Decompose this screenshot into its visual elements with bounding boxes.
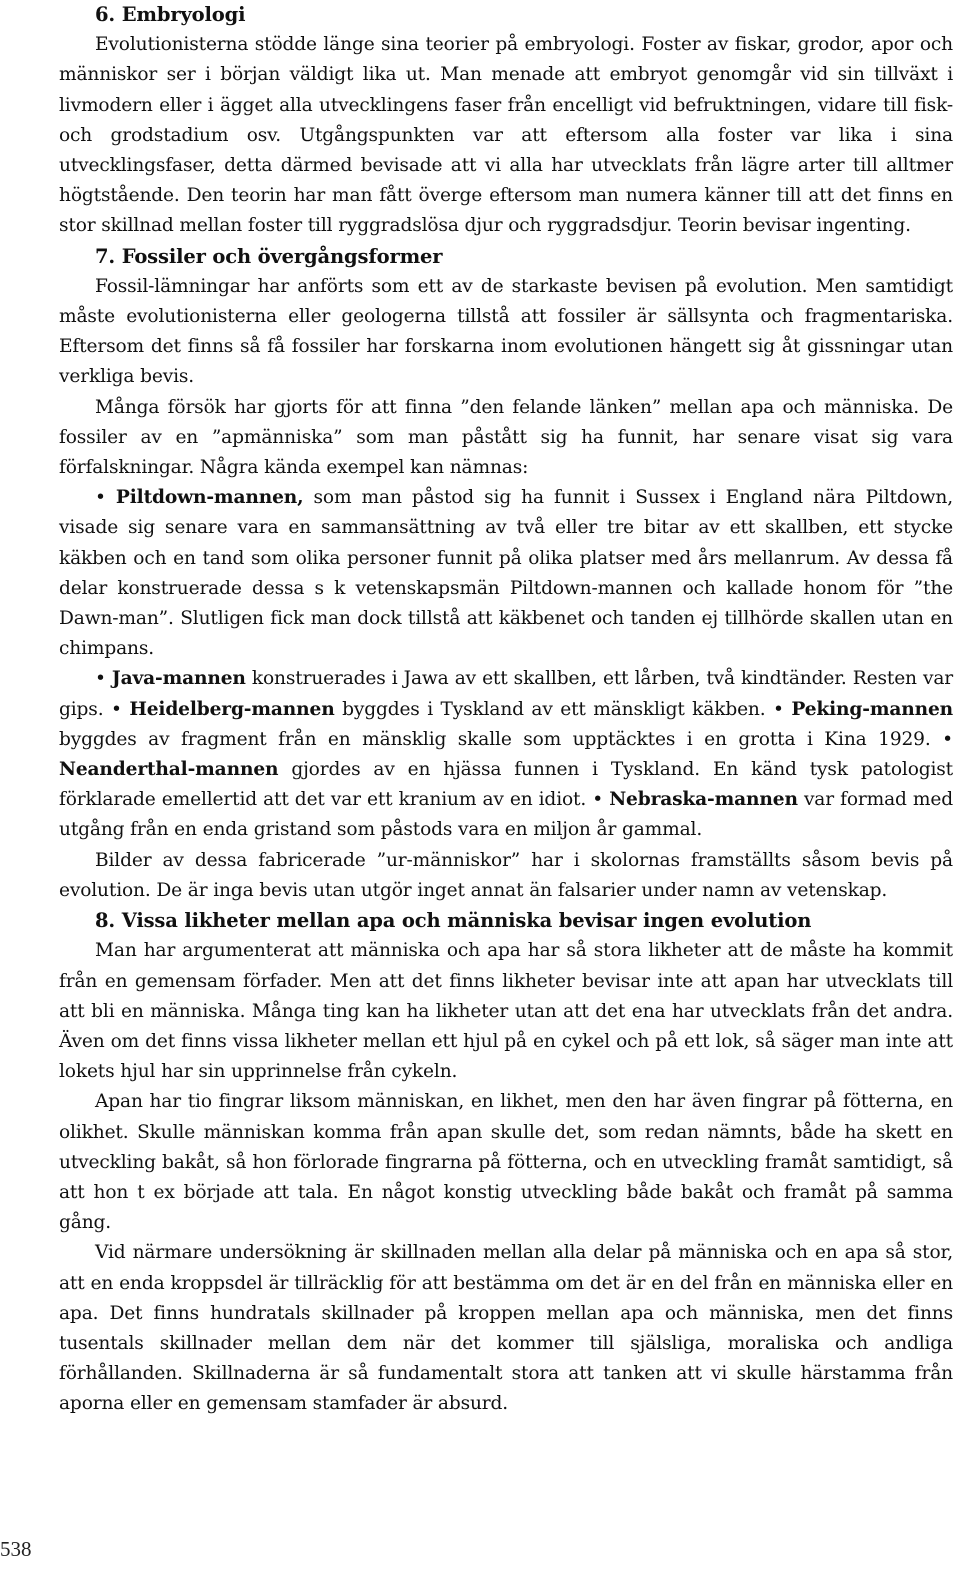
bullet-icon: • — [942, 728, 953, 750]
paragraph-likheter-2: Apan har tio fingrar liksom människan, en likhet, men den har även fingrar på fötterna, en olikhet. Skulle människan komma från apan skulle det, som redan nämnts, både ha skett en utveckling bakåt, så hon förlorade fingrarna på fötterna, och en utveckling framåt samtidigt, så att hon t ex började att tala. En något konstig utveckling både bakåt och framåt på samma gång. — [59, 1091, 953, 1234]
term-heidelberg: Heidelberg-mannen — [129, 698, 335, 720]
term-nebraska: Nebraska-mannen — [609, 789, 798, 811]
section-heading-fossiler: 7. Fossiler och övergångsformer — [95, 244, 443, 268]
text-neanderthal: gjordes av en hjässa funnen i Tyskland. En känd tysk patologist förklarade emellertid att det var ett kranium av en idiot. — [59, 759, 953, 811]
text-piltdown: som man påstod sig ha funnit i Sussex i England nära Piltdown, visade sig senare vara en sammansättning av två eller tre bitar av ett skallben, ett stycke käkben och en tand som olika personer funnit på olika platser med års mellanrum. Av dessa få delar konstruerade dessa s k vetenskapsmän Piltdown-mannen och kallade honom för ”the Dawn-man”. Slutligen fick man dock tillstå att käkbenet och tanden ej tillhörde skallen utan en chimpans. — [59, 487, 953, 660]
term-neanderthal: Neanderthal-mannen — [59, 759, 279, 781]
bullet-icon: • — [773, 698, 784, 720]
paragraph-piltdown — [59, 483, 953, 664]
paragraph-fossil-examples — [59, 664, 953, 845]
paragraph-likheter-1: Man har argumenterat att människa och apa har så stora likheter att de måste ha kommit från en gemensam förfader. Men att det finns likheter bevisar inte att apan har utvecklats till att bli en människa. Många ting kan ha likheter utan att det ena har utvecklats från det andra. Även om det finns vissa likheter mellan ett hjul på en cykel och på ett lok, så säger man inte att lokets hjul har sin upprinnelse från cykeln. — [59, 940, 953, 1083]
section-heading-embryologi: 6. Embryologi — [95, 3, 246, 26]
text-nebraska: var formad med utgång från en enda gristand som påstods vara en miljon år gammal. — [59, 789, 953, 841]
paragraph-fossiler-2: Många försök har gjorts för att finna ”den felande länken” mellan apa och människa. De fossiler av en ”apmänniska” som man påstått sig ha funnit, har senare visat sig vara förfalskningar. Några kända exempel kan nämnas: — [59, 396, 953, 479]
bullet-icon: • — [110, 698, 122, 720]
paragraph-embryologi: Evolutionisterna stödde länge sina teorier på embryologi. Foster av fiskar, grodor, apor och människor ser i början väldigt lika ut. Man menade att embryot genomgår vid sin tillväxt i livmodern eller i ägget alla utvecklingens faser från encelligt vid befruktningen, vidare till fisk- och grodstadium osv. Utgångspunkten var att eftersom alla foster var lika i sina utvecklingsfaser, detta därmed bevisade att vi alla har utvecklats från lägre arter till alltmer högtstående. Den teorin har man fått överge eftersom man numera känner till att det finns en stor skillnad mellan foster till ryggradslösa djur och ryggradsdjur. Teorin bevisar ingenting. — [59, 34, 953, 237]
text-peking: byggdes av fragment från en mänsklig skalle som upptäcktes i en grotta i Kina 1929. — [59, 728, 943, 750]
term-java: Java-mannen — [111, 668, 246, 690]
text-heidelberg: byggdes i Tyskland av ett mänskligt käkben. — [334, 698, 774, 720]
bullet-icon: • — [592, 789, 604, 811]
section-heading-likheter: 8. Vissa likheter mellan apa och människa bevisar ingen evolution — [95, 909, 812, 933]
term-piltdown: Piltdown-mannen, — [115, 487, 304, 509]
term-peking: Peking-mannen — [791, 698, 954, 720]
page-number: 538 — [0, 1537, 32, 1561]
text-java: konstruerades i Jawa av ett skallben, ett lårben, två kindtänder. Resten var gips. — [59, 668, 953, 720]
document-page — [59, 0, 953, 1420]
bullet-icon: • — [95, 668, 106, 690]
paragraph-likheter-3: Vid närmare undersökning är skillnaden mellan alla delar på människa och en apa så stor, att en enda kroppsdel är tillräcklig för att bestämma om det är en del från en människa eller en apa. Det finns hundratals skillnader på kroppen mellan apa och människa, men det finns tusentals skillnader mellan dem när det kommer till själsliga, moraliska och andliga förhållanden. Skillnaderna är så fundamentalt stora att tanken att vi skulle härstamma från aporna eller en gemensam stamfader är absurd. — [59, 1242, 953, 1415]
paragraph-fossiler-1: Fossil-lämningar har anförts som ett av de starkaste bevisen på evolution. Men samtidigt måste evolutionisterna eller geologerna tillstå att fossiler är sällsynta och fragmentariska. Eftersom det finns så få fossiler har forskarna inom evolutionen hängett sig åt gissningar utan verkliga bevis. — [59, 275, 953, 388]
bullet-icon: • — [95, 487, 106, 509]
paragraph-fossiler-3: Bilder av dessa fabricerade ”ur-människor” har i skolornas framställts såsom bevis på evolution. De är inga bevis utan utgör inget annat än falsarier under namn av vetenskap. — [59, 849, 953, 901]
